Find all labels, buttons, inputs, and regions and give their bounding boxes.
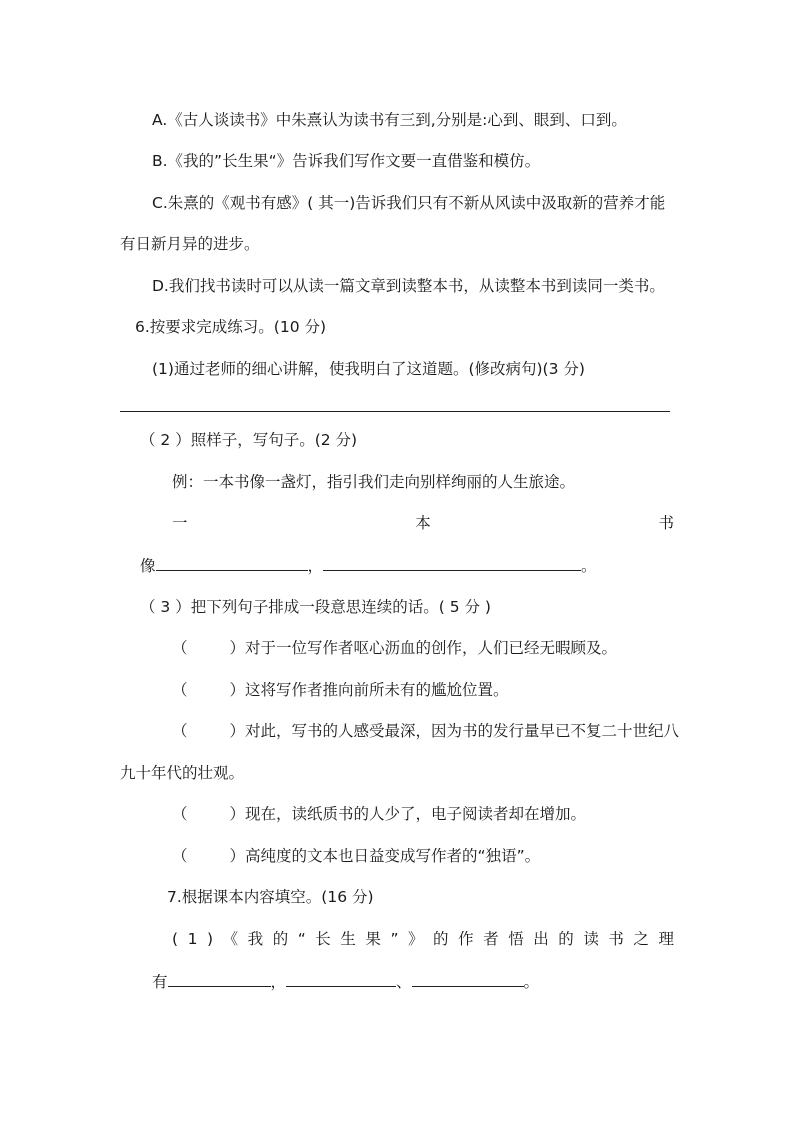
example-sentence: 例：一本书像一盏灯，指引我们走向别样绚丽的人生旅途。 (172, 473, 576, 491)
blank-1[interactable] (156, 555, 308, 571)
paren-close: ） (229, 805, 246, 823)
q7-char: 生 (340, 930, 356, 948)
order-item-5 (172, 846, 540, 866)
q7-prefix: 有 (152, 973, 168, 991)
q7-char: 者 (483, 930, 499, 948)
question-7-title: 7.根据课本内容填空。(16 分) (167, 888, 374, 906)
order-text: 对此，写书的人感受最深，因为书的发行量早已不复二十世纪八 (245, 722, 680, 740)
q7-char: 的 (272, 930, 289, 948)
fill-sentence-blanks (140, 555, 597, 576)
paren-close: ） (229, 847, 246, 865)
paren-open: （ (172, 639, 188, 657)
q7-end: 。 (523, 973, 540, 991)
q7-char: “ (297, 930, 306, 948)
q7-char: ( (172, 930, 179, 948)
q7-char: 的 (433, 930, 449, 948)
paren-open: （ (172, 681, 188, 699)
q7-char: ) (207, 930, 214, 948)
fill-char: 本 (415, 514, 431, 532)
q7-char: 我 (247, 930, 264, 948)
q7-char: 》 (408, 930, 424, 948)
paren-close: ） (229, 681, 246, 699)
q7-comma: ， (270, 973, 287, 991)
q7-blank-3[interactable] (412, 971, 524, 987)
q7-blank-1[interactable] (168, 971, 271, 987)
order-text: 高纯度的文本也日益变成写作者的“独语”。 (245, 847, 541, 865)
paren-close: ） (229, 639, 246, 657)
order-text: 这将写作者推向前所未有的尴尬位置。 (245, 681, 509, 699)
order-item-2 (172, 680, 509, 700)
question-7-part1-chars (172, 929, 674, 949)
paren-close: ） (229, 722, 246, 740)
paren-open: （ (172, 805, 188, 823)
order-item-3-cont: 九十年代的壮观。 (120, 764, 245, 782)
q7-char: 1 (187, 930, 198, 948)
q7-char: 读 (583, 930, 599, 948)
order-item-1 (172, 638, 617, 658)
q7-char: 之 (633, 930, 649, 948)
q7-char: 出 (533, 930, 549, 948)
question-6-title: 6.按要求完成练习。(10 分) (135, 318, 327, 336)
fill-sentence-chars (172, 513, 674, 533)
option-c-line1: C.朱熹的《观书有感》( 其一)告诉我们只有不新从风读中汲取新的营养才能 (152, 194, 666, 212)
q7-char: 书 (608, 930, 624, 948)
option-b: B.《我的”长生果“》告诉我们写作文要一直借鉴和模仿。 (152, 152, 541, 170)
q7-char: ” (390, 930, 399, 948)
blank-2[interactable] (323, 555, 581, 571)
question-7-part1-blanks (152, 971, 539, 992)
question-6-part1: (1)通过老师的细心讲解，使我明白了这道题。(修改病句)(3 分) (152, 360, 585, 378)
question-6-part3: （ 3 ）把下列句子排成一段意思连续的话。( 5 分 ) (140, 598, 491, 616)
q7-char: 作 (458, 930, 474, 948)
q7-blank-2[interactable] (286, 971, 396, 987)
q7-dun: 、 (396, 973, 412, 991)
fill-char: 一 (172, 514, 188, 532)
paren-open: （ (172, 847, 188, 865)
question-6-part2: （ 2 ）照样子，写句子。(2 分) (140, 431, 358, 449)
order-text: 现在，读纸质书的人少了，电子阅读者却在增加。 (245, 805, 587, 823)
order-item-3 (172, 721, 679, 741)
order-text: 对于一位写作者呕心沥血的创作，人们已经无暇顾及。 (245, 639, 618, 657)
fill-comma: ， (307, 557, 324, 575)
option-c-line2: 有日新月异的进步。 (120, 235, 260, 253)
paren-open: （ (172, 722, 188, 740)
order-item-4 (172, 804, 586, 824)
fill-prefix: 像 (140, 557, 156, 575)
q7-char: 的 (558, 930, 574, 948)
answer-line-part1[interactable] (120, 411, 670, 412)
q7-char: 悟 (508, 930, 524, 948)
q7-char: 《 (222, 930, 239, 948)
option-a: A.《古人谈读书》中朱熹认为读书有三到,分别是:心到、眼到、口到。 (152, 111, 627, 129)
fill-end: 。 (581, 557, 597, 575)
option-d: D.我们找书读时可以从读一篇文章到读整本书，从读整本书到读同一类书。 (152, 277, 665, 295)
q7-char: 果 (365, 930, 381, 948)
fill-char: 书 (658, 514, 674, 532)
q7-char: 理 (658, 930, 674, 948)
q7-char: 长 (315, 930, 331, 948)
